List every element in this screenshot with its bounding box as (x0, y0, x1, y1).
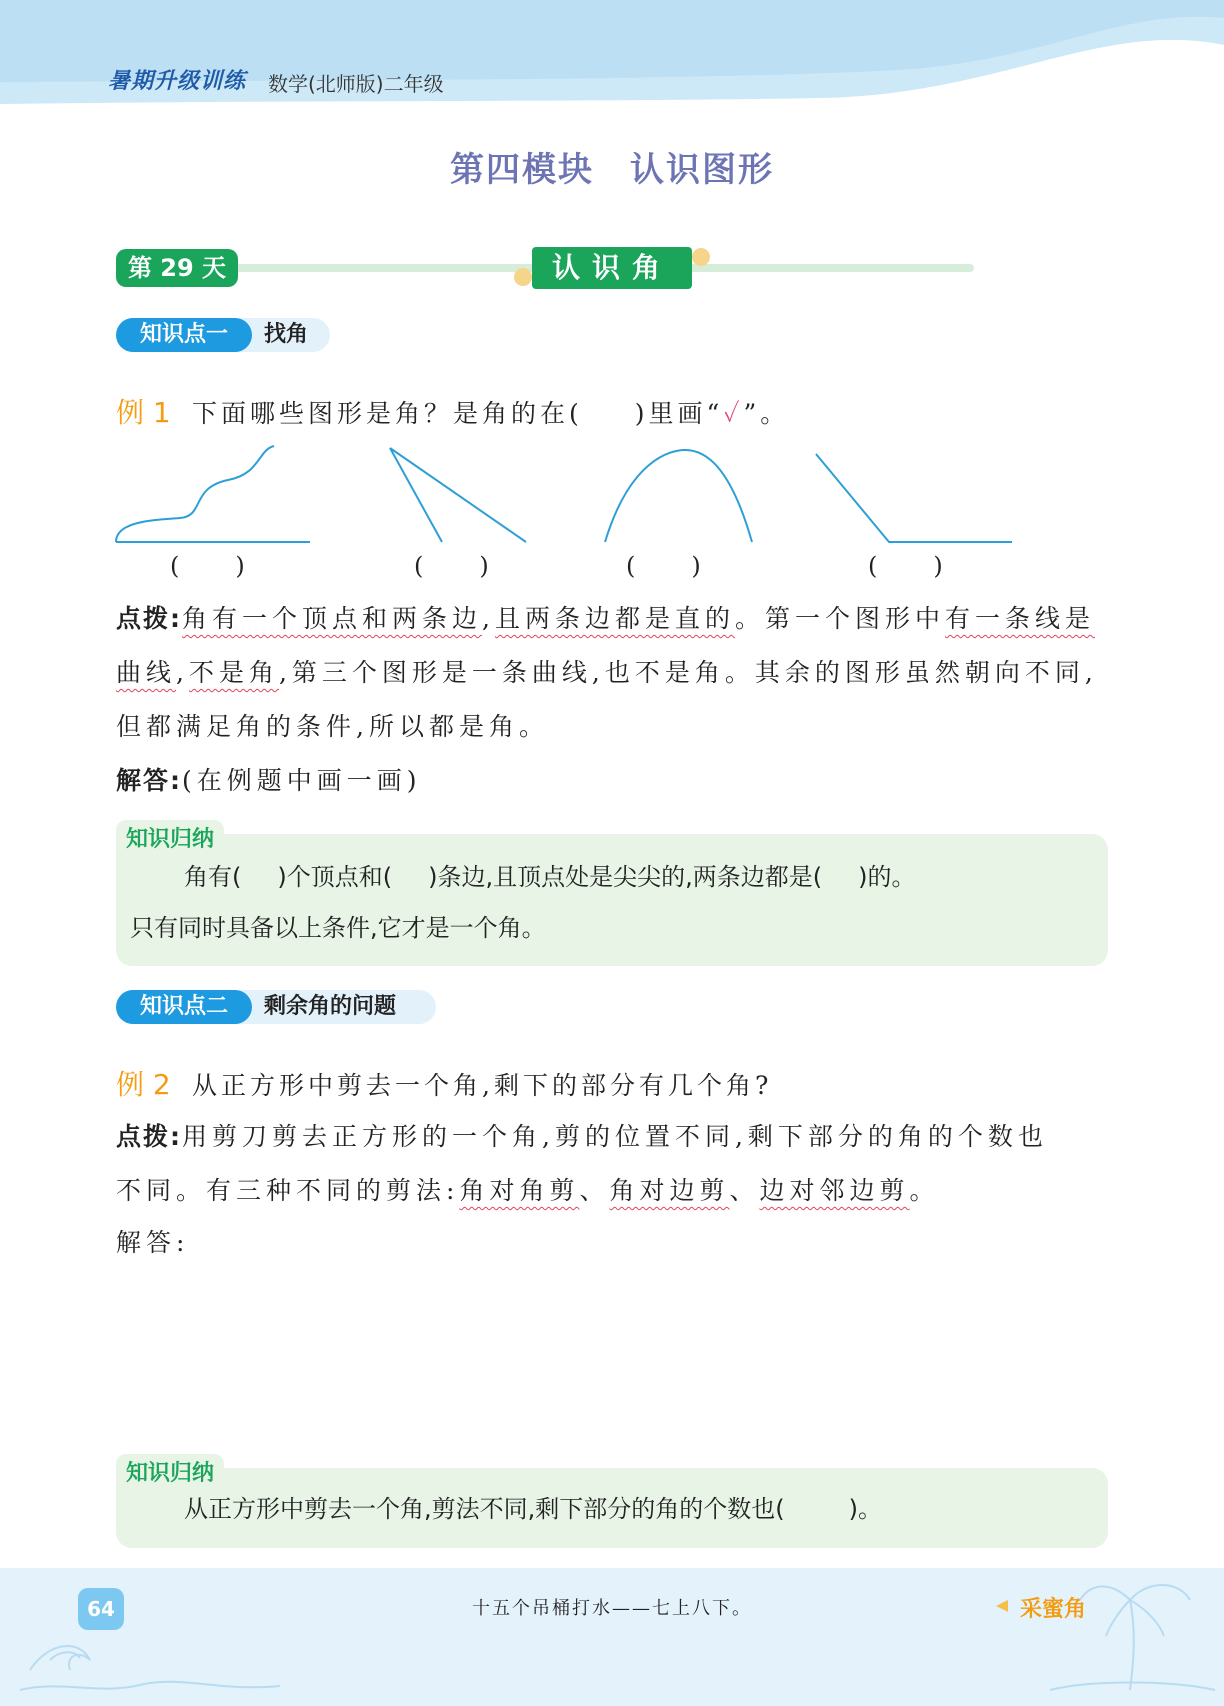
cut-method-3: 边对邻边剪 (759, 1176, 910, 1205)
example-2-answer-label: 解答: (116, 1228, 190, 1257)
blank-3[interactable]: ( ) (626, 552, 701, 580)
example-1-hint: 点拨:角有一个顶点和两条边,且两条边都是直的。第一个图形中有一条线是曲线,不是角,第三个图形是一条曲线,也不是角。其余的图形虽然朝向不同,但都满足角的条件,所以都是角。 (116, 604, 1098, 741)
figure-3-arc (605, 450, 752, 542)
brand-text: 暑期升级训练 (108, 69, 247, 94)
knowledge-point-2-title: 剩余角的问题 (264, 994, 397, 1019)
module-title: 第四模块 认识图形 (450, 150, 774, 190)
knowledge-point-1-title: 找角 (264, 322, 309, 347)
page-number: 64 (78, 1588, 124, 1630)
knowledge-point-2-badge: 知识点二 (116, 990, 252, 1024)
lesson-title: 认识角 (532, 247, 692, 289)
palm-tree-icon (1030, 1570, 1220, 1700)
day-badge: 第 29 天 (116, 249, 238, 287)
figure-1-curve-angle (116, 446, 310, 542)
figure-4-angle (816, 454, 1012, 542)
summary-1-line-1: 角有( )个顶点和( )条边,且顶点处是尖尖的,两条边都是( )的。 (184, 863, 916, 891)
blank-4[interactable]: ( ) (868, 552, 943, 580)
example-1-answer: 解答:(在例题中画一画) (116, 766, 422, 795)
cut-method-2: 角对边剪 (609, 1176, 730, 1205)
blank-1[interactable]: ( ) (170, 552, 245, 580)
riddle-answer: 采蜜角 (1020, 1597, 1087, 1622)
blank-2[interactable]: ( ) (414, 552, 489, 580)
header-wave (0, 0, 1224, 120)
summary-2-tag: 知识归纳 (116, 1454, 224, 1487)
example-2-question: 从正方形中剪去一个角,剩下的部分有几个角? (192, 1071, 773, 1100)
knowledge-point-1-badge: 知识点一 (116, 318, 252, 352)
summary-1-tag: 知识归纳 (116, 820, 224, 853)
example-2-hint: 点拨:用剪刀剪去正方形的一个角,剪的位置不同,剩下部分的角的个数也 不同。有三种不同的剪法:角对角剪、角对边剪、边对邻边剪。 (116, 1122, 1048, 1205)
subject-label: 数学(北师版)二年级 (268, 72, 444, 96)
example-1-figures (110, 440, 1030, 550)
check-mark-icon: ✓ (723, 399, 744, 428)
lesson-decoration-left (514, 268, 532, 286)
example-1-label: 例 1 (116, 396, 171, 429)
hint-label: 点拨: (116, 604, 182, 633)
example-1-question: 下面哪些图形是角？是角的在( )里画“✓”。 (192, 399, 790, 428)
figure-2-angle (390, 448, 526, 542)
arrow-left-icon (994, 1598, 1010, 1614)
brand-logo (108, 64, 246, 95)
example-2-label: 例 2 (116, 1068, 171, 1101)
summary-1-line-2: 只有同时具备以上条件,它才是一个角。 (130, 914, 546, 942)
footer-proverb: 十五个吊桶打水——七上八下。 (472, 1598, 752, 1619)
example-2-answer-area[interactable] (116, 1270, 1108, 1450)
cut-method-1: 角对角剪 (459, 1176, 580, 1205)
summary-2-text: 从正方形中剪去一个角,剪法不同,剩下部分的角的个数也( )。 (184, 1495, 882, 1523)
lesson-decoration-right (692, 248, 710, 266)
